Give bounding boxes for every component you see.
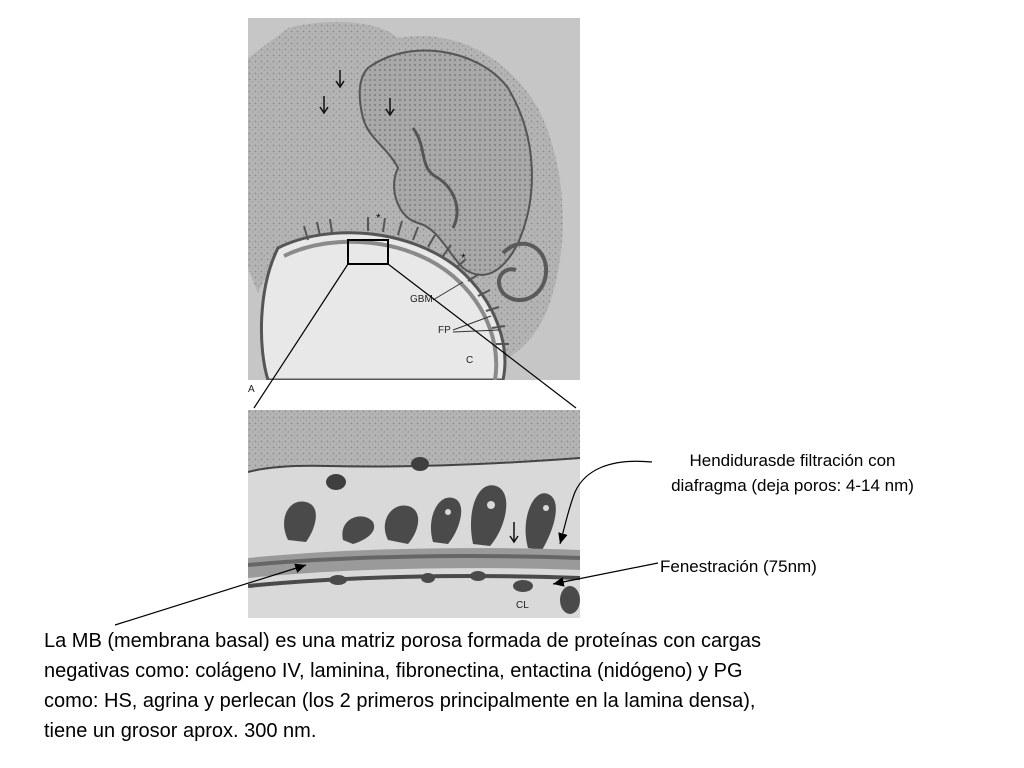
filtration-slits-line-2: diafragma (deja poros: 4-14 nm) <box>671 476 914 495</box>
asterisk-1: * <box>376 211 381 225</box>
capillary-lumen-label: CL <box>516 600 529 611</box>
basement-membrane-pointer <box>115 565 306 625</box>
caption-line-3: como: HS, agrina y perlecan (los 2 primeros principalmente en la lamina densa), <box>44 690 756 712</box>
filtration-slits-line-1: Hendidurasde filtración con <box>689 451 896 470</box>
fp-label: FP <box>438 325 451 336</box>
capillary-label: C <box>466 355 474 366</box>
filtration-slits-annotation <box>630 448 955 498</box>
zoom-connector-left <box>254 264 348 408</box>
gbm-label: GBM <box>410 294 433 305</box>
zoom-connector-right <box>388 264 576 408</box>
asterisk-2: * <box>461 251 466 265</box>
fenestration-pointer <box>553 563 658 584</box>
basement-membrane-caption <box>44 626 984 746</box>
caption-line-2: negativas como: colágeno IV, laminina, fibronectina, entactina (nidógeno) y PG <box>44 660 743 682</box>
caption-line-1: La MB (membrana basal) es una matriz porosa formada de proteínas con cargas <box>44 630 762 652</box>
panel-label: A <box>248 384 255 395</box>
caption-line-4: tiene un grosor aprox. 300 nm. <box>44 720 317 742</box>
fenestration-annotation: Fenestración (75nm) <box>660 557 817 576</box>
